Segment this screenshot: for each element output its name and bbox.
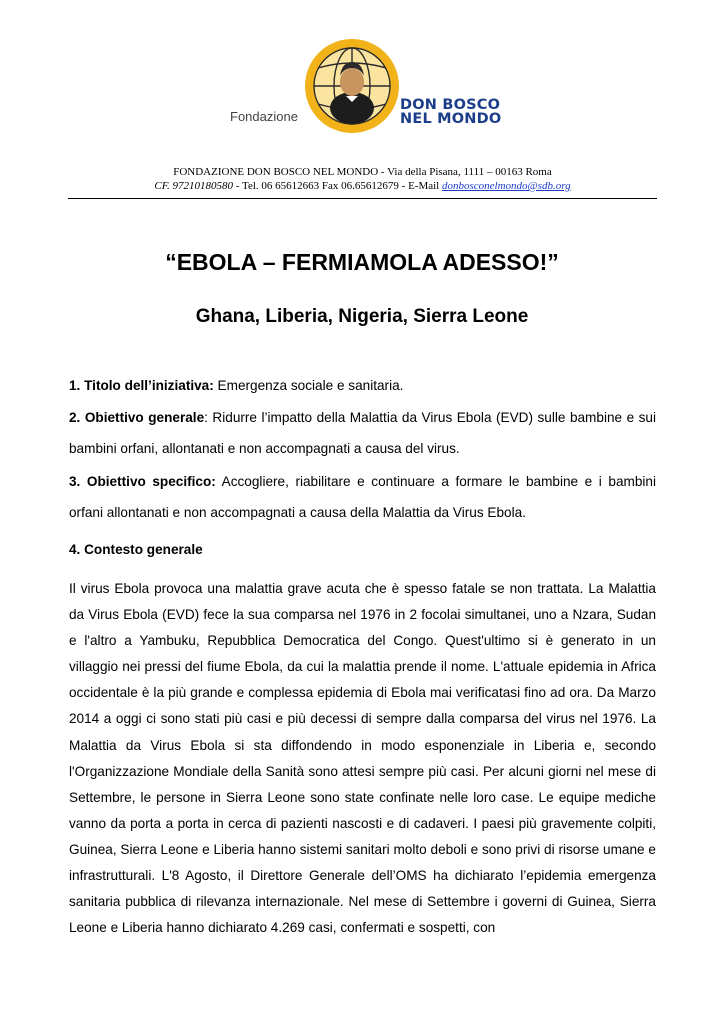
globe-portrait-emblem	[302, 36, 402, 136]
section-2	[69, 402, 656, 464]
logo-don-bosco-text: DON BOSCO	[400, 97, 501, 113]
letterhead-cf: CF. 97210180580	[154, 180, 234, 192]
logo-fondazione-text: Fondazione	[230, 109, 298, 124]
section-3-label: 3. Obiettivo specifico:	[69, 474, 216, 489]
logo-nel-mondo-text: NEL MONDO	[400, 111, 502, 127]
section-2-label: 2. Obiettivo generale	[69, 410, 205, 425]
letterhead-address: FONDAZIONE DON BOSCO NEL MONDO - Via della Pisana, 1111 – 00163 Roma	[173, 166, 552, 178]
section-4-label: 4. Contesto generale	[69, 542, 203, 557]
section-2-text: : Ridurre l’impatto della Malattia da Virus Ebola (EVD) sulle bambine e sui bambini orfani, allontanati e non accompagnati a causa del virus.	[69, 410, 657, 456]
section-1	[69, 370, 656, 401]
document-title: “EBOLA – FERMIAMOLA ADESSO!”	[165, 249, 559, 275]
section-1-label: 1. Titolo dell’iniziativa:	[69, 378, 214, 393]
letterhead-phone-fax: - Tel. 06 65612663 Fax 06.65612679 - E-Mail	[233, 180, 442, 192]
section-4	[69, 534, 656, 565]
section-3-text: Accogliere, riabilitare e continuare a formare le bambine e i bambini orfani allontanati e non accompagnati a causa della Malattia da Virus Ebola.	[69, 474, 656, 520]
document-subtitle: Ghana, Liberia, Nigeria, Sierra Leone	[195, 306, 529, 327]
email-link[interactable]: donbosconelmondo@sdb.org	[442, 180, 571, 192]
foundation-logo	[222, 36, 522, 136]
header-divider	[68, 198, 657, 199]
section-3	[69, 466, 656, 528]
letterhead	[68, 165, 657, 193]
context-body-text: Il virus Ebola provoca una malattia grave acuta che è spesso fatale se non trattata. La Malattia da Virus Ebola (EVD) fece la sua comparsa nel 1976 in 2 focolai simultanei, uno a Nzara, Sudan e l'altro a Yambuku, Repubblica Democratica del Congo. Quest'ultimo si è generato in un villaggio nei pressi del fiume Ebola, da cui la malattia prende il nome. L'attuale epidemia in Africa occidentale è la più grande e complessa epidemia di Ebola mai verificatasi fino ad ora. Da Marzo 2014 a oggi ci sono stati più casi e più decessi di sempre dalla comparsa del virus nel 1976. La Malattia da Virus Ebola si sta diffondendo in modo esponenziale in Liberia e, secondo l'Organizzazione Mondiale della Sanità sono attesi sempre più casi. Per alcuni giorni nel mese di Settembre, le persone in Sierra Leone sono state confinate nelle loro case. Le equipe mediche vanno da porta a porta in cerca di pazienti nascosti e di cadaveri. I paesi più gravemente colpiti, Guinea, Sierra Leone e Liberia hanno sistemi sanitari molto deboli e sono privi di risorse umane e infrastrutturali. L'8 Agosto, il Direttore Generale dell’OMS ha dichiarato l’epidemia emergenza sanitaria pubblica di rilevanza internazionale. Nel mese di Settembre i governi di Guinea, Sierra Leone e Liberia hanno dichiarato 4.269 casi, confermati e sospetti, con	[69, 581, 656, 936]
section-1-text: Emergenza sociale e sanitaria.	[213, 378, 404, 393]
letterhead-contacts	[68, 179, 657, 193]
